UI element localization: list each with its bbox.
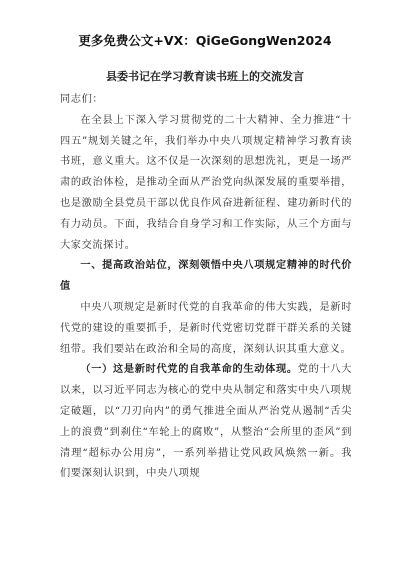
greeting: 同志们： [60, 94, 104, 105]
document-body [60, 90, 352, 485]
subsection-1 [60, 360, 352, 485]
paragraph-intro: 在全县上下深入学习贯彻党的二十大精神、全力推进“十四五”规划关键之年，我们举办中央八项规定精神学习教育读书班，意义重大。这不仅是一次深刻的思想洗礼，更是一场严肃的政治体检，是推动全面从严治党向纵深发展的重要举措，也是激励全县党员干部以优良作风奋进新征程、建功新时代的有力动员。下面，我结合自身学习和工作实际，从三个方面与大家交流探讨。 [60, 114, 352, 251]
subsection-text-1: 党的十八大以来，以习近平同志为核心的党中央从制定和落实中央八项规定破题，以“刀刃向内”的勇气推进全面从严治党从遏制“舌尖上的浪费”到刹住“车轮上的腐败”，从整治“会所里的歪风”到清理“超标办公用房”，一系列举措让党风政风焕然一新。我们要深刻认识到，中央八项规 [60, 364, 353, 480]
subsection-heading-1: （一）这是新时代党的自我革命的生动体现。 [80, 364, 298, 376]
section-heading-1: 一、提高政治站位，深刻领悟中央八项规定精神的时代价值 [60, 260, 352, 293]
document-title: 县委书记在学习教育读书班上的交流发言 [106, 70, 304, 83]
promo-header: 更多免费公文+VX：QiGeGongWen2024 [78, 33, 332, 48]
paragraph-section1: 中央八项规定是新时代党的自我革命的伟大实践，是新时代党的建设的重要抓手，是新时代党密切党群干群关系的关键纽带。我们要站在政治和全局的高度，深刻认识其重大意义。 [60, 301, 352, 355]
